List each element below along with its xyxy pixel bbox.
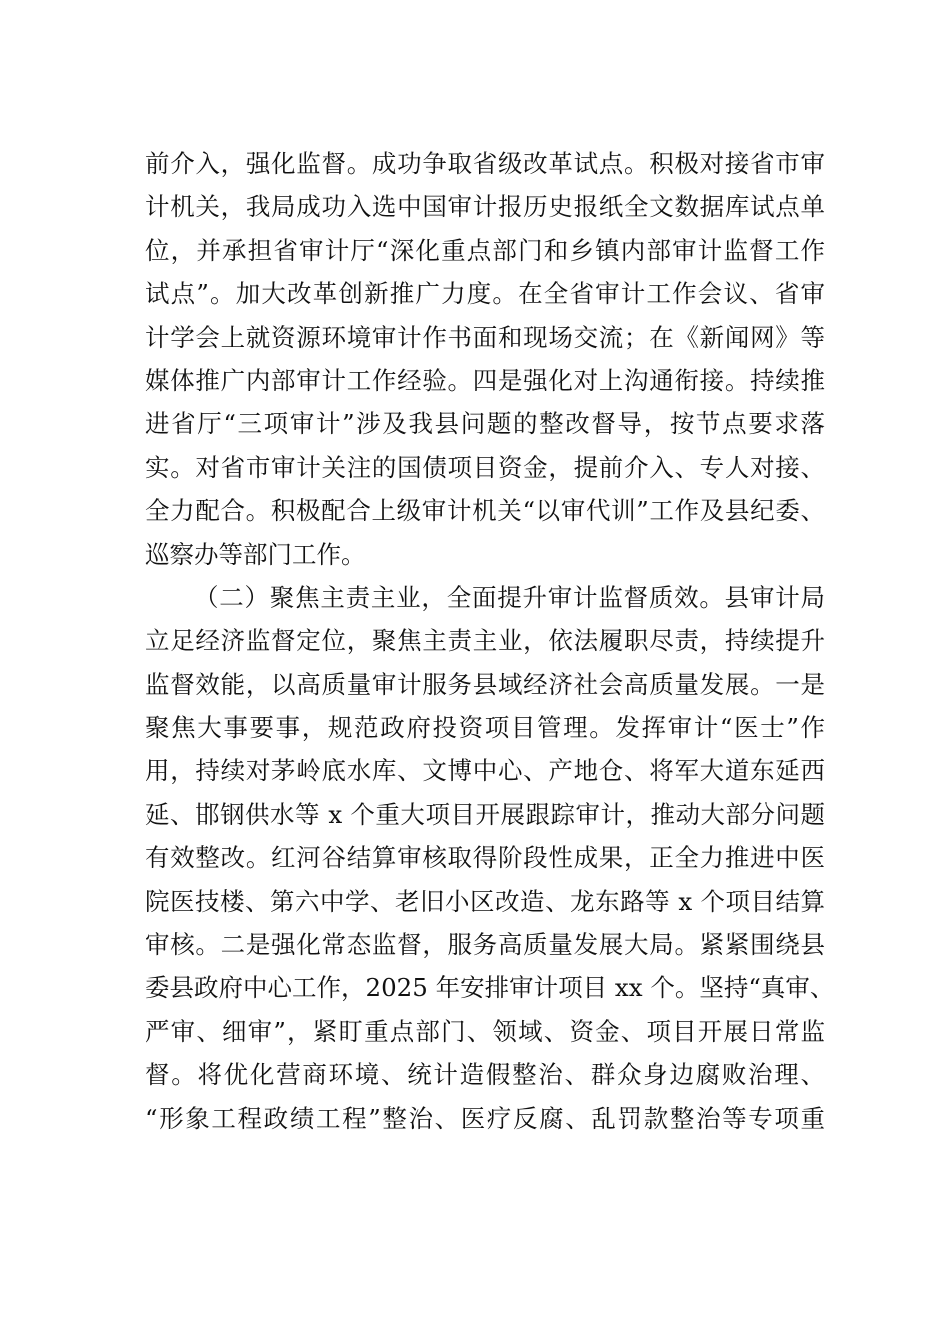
- paragraph-line: 委县政府中心工作，2025 年安排审计项目 xx 个。坚持“真审、: [145, 973, 835, 1003]
- paragraph-line: 有效整改。红河谷结算审核取得阶段性成果，正全力推进中医: [145, 843, 825, 873]
- paragraph-line: “形象工程政绩工程”整治、医疗反腐、乱罚款整治等专项重: [145, 1103, 825, 1133]
- paragraph-2: [145, 576, 835, 1140]
- paragraph-line: 巡察办等部门工作。: [145, 539, 366, 569]
- paragraph-line: 实。对省市审计关注的国债项目资金，提前介入、专人对接、: [145, 452, 825, 482]
- document-body: [145, 142, 835, 1140]
- paragraph-line: 审核。二是强化常态监督，服务高质量发展大局。紧紧围绕县: [145, 930, 825, 960]
- paragraph-line: 试点”。加大改革创新推广力度。在全省审计工作会议、省审: [145, 279, 825, 309]
- paragraph-line: 全力配合。积极配合上级审计机关“以审代训”工作及县纪委、: [145, 496, 825, 526]
- paragraph-line: 聚焦大事要事，规范政府投资项目管理。发挥审计“医士”作: [145, 713, 825, 743]
- paragraph-line: 院医技楼、第六中学、老旧小区改造、龙东路等 x 个项目结算: [145, 886, 825, 916]
- paragraph-line: 计机关，我局成功入选中国审计报历史报纸全文数据库试点单: [145, 192, 825, 222]
- paragraph-line: 进省厅“三项审计”涉及我县问题的整改督导，按节点要求落: [145, 409, 825, 439]
- paragraph-line: 监督效能，以高质量审计服务县域经济社会高质量发展。一是: [145, 669, 825, 699]
- paragraph-line: 用，持续对茅岭底水库、文博中心、产地仓、将军大道东延西: [145, 756, 825, 786]
- paragraph-line: 延、邯钢供水等 x 个重大项目开展跟踪审计，推动大部分问题: [145, 799, 825, 829]
- paragraph-heading-line: （二）聚焦主责主业，全面提升审计监督质效。县审计局: [194, 582, 825, 612]
- paragraph-line: 严审、细审”，紧盯重点部门、领域、资金、项目开展日常监: [145, 1016, 825, 1046]
- paragraph-line: 立足经济监督定位，聚焦主责主业，依法履职尽责，持续提升: [145, 626, 825, 656]
- paragraph-line: 计学会上就资源环境审计作书面和现场交流；在《新闻网》等: [145, 322, 825, 352]
- paragraph-line: 媒体推广内部审计工作经验。四是强化对上沟通衔接。持续推: [145, 365, 825, 395]
- paragraph-line: 前介入，强化监督。成功争取省级改革试点。积极对接省市审: [145, 149, 825, 178]
- paragraph-line: 位，并承担省审计厅“深化重点部门和乡镇内部审计监督工作: [145, 235, 825, 265]
- paragraph-1: [145, 142, 825, 576]
- paragraph-line: 督。将优化营商环境、统计造假整治、群众身边腐败治理、: [145, 1060, 825, 1090]
